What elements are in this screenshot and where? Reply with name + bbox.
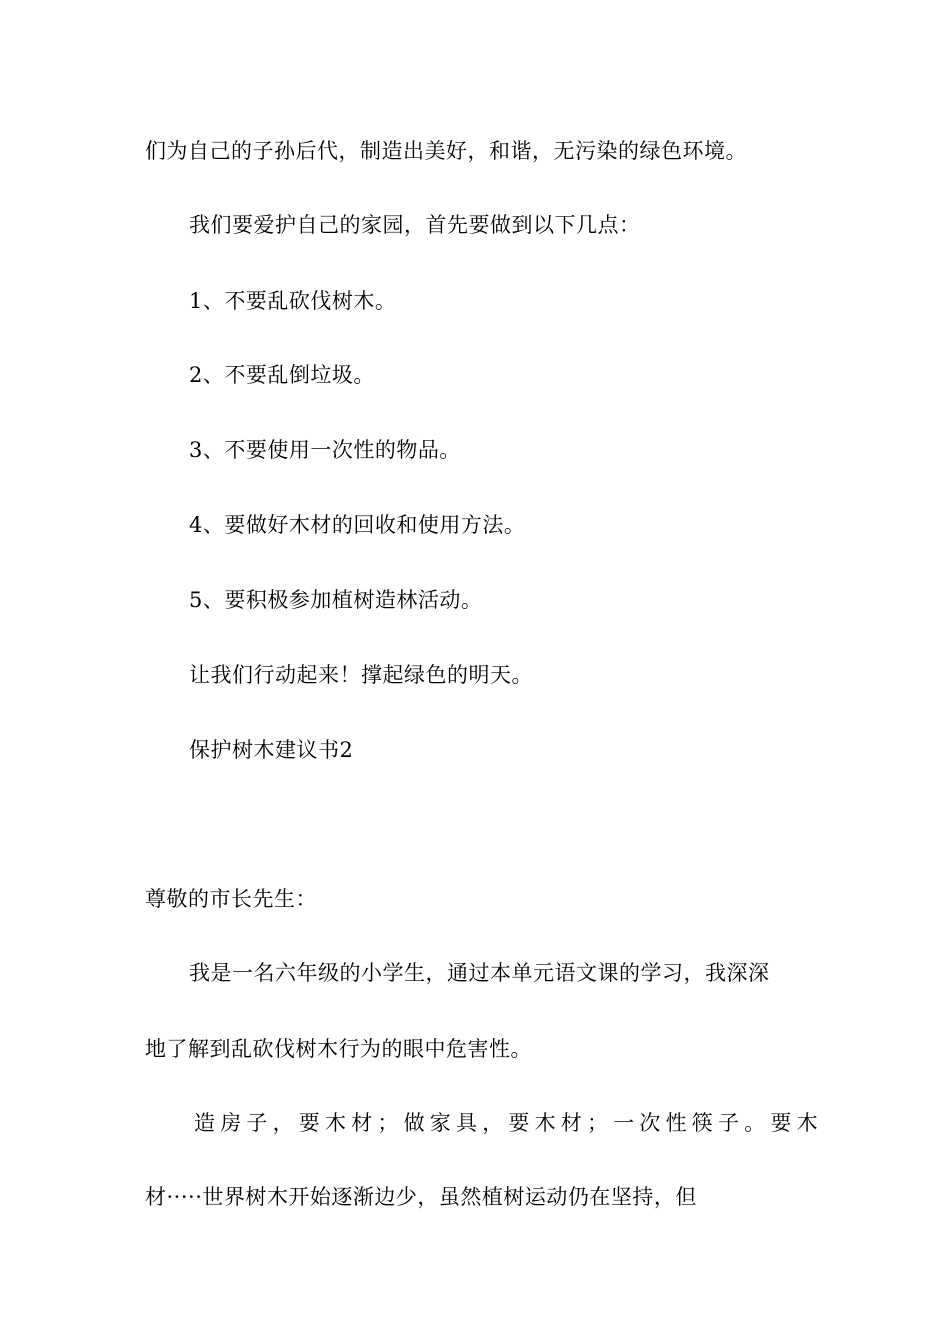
list-item: 3、不要使用一次性的物品。	[189, 438, 461, 462]
paragraph-line: 我们要爱护自己的家园，首先要做到以下几点：	[189, 213, 641, 237]
paragraph-line: 我是一名六年级的小学生，通过本单元语文课的学习，我深深	[189, 961, 770, 985]
section-title: 保护树木建议书2	[189, 738, 354, 762]
paragraph-line: 造房子，要木材；做家具，要木材；一次性筷子。要木	[194, 1111, 823, 1135]
paragraph-line: 材·····世界树木开始逐渐边少，虽然植树运动仍在坚持，但	[145, 1185, 697, 1209]
paragraph-line: 们为自己的子孙后代，制造出美好，和谐，无污染的绿色环境。	[145, 139, 747, 163]
list-item: 2、不要乱倒垃圾。	[189, 363, 375, 387]
paragraph-line: 地了解到乱砍伐树木行为的眼中危害性。	[145, 1037, 532, 1061]
list-item: 4、要做好木材的回收和使用方法。	[189, 513, 526, 537]
list-item: 5、要积极参加植树造林活动。	[189, 588, 483, 612]
salutation: 尊敬的市长先生：	[145, 887, 317, 911]
paragraph-line: 让我们行动起来！撑起绿色的明天。	[189, 663, 533, 687]
list-item: 1、不要乱砍伐树木。	[189, 289, 397, 313]
